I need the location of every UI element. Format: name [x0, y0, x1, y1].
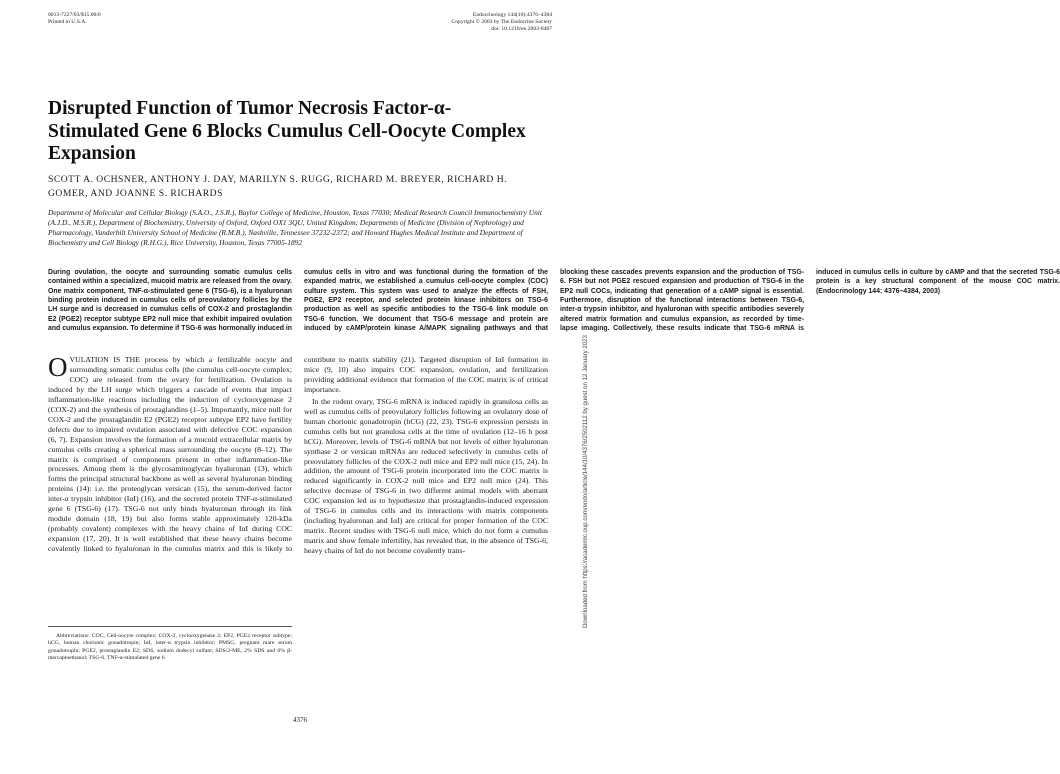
abbreviations-footnote: [48, 626, 292, 663]
intro-paragraph-1-text: VULATION IS THE process by which a fertilizable oocyte and surrounding somatic cumulus cells (the cumulus cell-oocyte complex; COC) are released from the ovary for fertilization. Ovulation is induced by the LH surge which triggers a cascade of events that impact inflammation-like reactions including the induction of cyclooxygenase 2 (COX-2) and the synthesis of prostaglandins (1–5). Importantly, mice null for COX-2 and the prostaglandin E2 (PGE2) receptor subtype EP2 have fertility defects due to impaired ovulation associated with defective COC expansion (6, 7). Expansion involves the formation of a mucoid extracellular matrix by cumulus cells creating a spherical mass surrounding the oocyte (8–12). The matrix is comprised of components present in other inflammation-like processes. Among them is the glycosaminoglycan hyaluronan (13), which forms the principal structural backbone as well as several hyaluronan binding proteins (14): i.e. the proteoglycan versican (15), the serum-derived factor inter-α trypsin inhibitor (IαI) (16), and the secreted protein TNF-α-stimulated gene 6 (TSG-6) (17). TSG-6 not only binds hyaluronan through its link module domain (18, 19) but also forms stable approximately 120-kDa (probably covalent) complexes with the heavy chains of IαI during COC expansion (17, 20). It is well established that these heavy chains become covalently linked to hyaluronan in the cumulus matrix and this is likely to contribute to matrix stability (21). Targeted disruption of IαI formation in mice (9, 10) also impairs COC expansion, ovulation, and fertilization providing additional evidence that formation of the COC matrix is of critical importance.: [48, 355, 548, 554]
doi-line: doi: 10.1210/en.2003-0487: [491, 26, 552, 32]
issn-line: 0013-7227/03/$15.00/0: [48, 12, 101, 18]
author-list: SCOTT A. OCHSNER, ANTHONY J. DAY, MARILYN S. RUGG, RICHARD M. BREYER, RICHARD H. GOMER, AND JOANNE S. RICHARDS: [48, 174, 508, 199]
footnote-text: Abbreviations: COC, Cell-oocyte complex; COX-2, cyclooxygenase 2; EP2, PGE2 receptor subtype; hCG, human chorionic gonadotropin; IαI, inter-α trypsin inhibitor; PMSG, pregnant mare serum gonadotropin; PGE2, prostaglandin E2; SDS, sodium dodecyl sulfate; SDS/2-ME, 2% SDS and 6% β-mercaptoethanol; TSG-6, TNF-α-stimulated gene 6.: [48, 633, 292, 662]
affiliations: Department of Molecular and Cellular Biology (S.A.O., J.S.R.), Baylor College of Medicine, Houston, Texas 77030; Medical Research Council Immunochemistry Unit (A.J.D., M.S.R.), Department of Biochemistry, University of Oxford, Oxford OX1 3QU, United Kingdom; Departments of Medicine (Division of Nephrology) and Pharmacology, Vanderbilt University School of Medicine (R.M.B.), Nashville, Tennessee 37232-2372; and Howard Hughes Medical Institute and Department of Biochemistry and Cell Biology (R.H.G.), Rice University, Houston, Texas 77005-1892: [48, 208, 542, 247]
journal-header-right: [452, 12, 552, 33]
abstract: During ovulation, the oocyte and surrounding somatic cumulus cells contained within a specialized, mucoid matrix are released from the ovary. One matrix component, TNF-α-stimulated gene 6 (TSG-6), is a hyaluronan binding protein induced in cumulus cells of preovulatory follicles by the LH surge and is decreased in cumulus cells of COX-2 and prostaglandin E2 (PGE2) receptor subtype EP2 null mice that exhibit impaired ovulation and cumulus expansion. To determine if TSG-6 was hormonally induced in cumulus cells in vitro and was functional during the formation of the expanded matrix, we established a cumulus cell-oocyte complex (COC) culture system. This system was used to analyze the effects of FSH, PGE2, EP2 receptor, and selected protein kinase inhibitors on TSG-6 production as well as specific antibodies to the TSG-6 link module on TSG-6 function. We document that TSG-6 message and protein are induced by cAMP/protein kinase A/MAPK signaling pathways and that blocking these cascades prevents expansion and the production of TSG-6. FSH but not PGE2 rescued expansion and production of TSG-6 in the EP2 null COCs, indicating that generation of a cAMP signal is essential. Furthermore, disruption of the functional interactions between TSG-6, inter-α trypsin inhibitor, and hyaluronan with specific antibodies severely altered matrix formation and cumulus expansion, as recorded by time-lapse imaging. Collectively, these results indicate that TSG-6 mRNA is induced in cumulus cells in culture by cAMP and that the secreted TSG-6 protein is a key structural component of the mouse COC matrix. (Endocrinology 144: 4376–4384, 2003): [48, 269, 1060, 333]
article-title: Disrupted Function of Tumor Necrosis Factor-α-Stimulated Gene 6 Blocks Cumulus Cell-Oocyte Complex Expansion: [48, 98, 526, 164]
page-number: 4376: [293, 716, 307, 724]
journal-header-left: [48, 12, 101, 26]
download-notice: Downloaded from https://academic.oup.com/endo/article/144/10/4376/2502112 by guest on 12 January 2023: [582, 335, 589, 628]
download-sidebar: [560, 0, 600, 774]
intro-paragraph-2: In the rodent ovary, TSG-6 mRNA is induced rapidly in granulosa cells as well as cumulus cells of preovulatory follicles following an ovulatory dose of human chorionic gonadotropin (hCG) (22, 23). TSG-6 expression persists in cumulus cells but not granulosa cells at the time of ovulation (12–16 h post hCG). Moreover, levels of TSG-6 mRNA but not levels of either hyaluronan synthase 2 or versican mRNAs are reduced selectively in cumulus cells of preovulatory follicles of the COX-2 null mice and EP2 null mice (15, 24). In addition, the amount of TSG-6 protein incorporated into the COC matrix is reduced significantly in COX-2 null mice and EP2 null mice (24). This selective decrease of TSG-6 in two different animal models with aberrant COC expansion led us to hypothesize that prostaglandin-induced expression of TSG-6 in cumulus cells and its interactions with matrix components (including hyaluronan and IαI) are critical for proper formation of the COC matrix. Recent studies with TSG-6 null mice, which do not form a cumulus matrix and show female infertility, has revealed that, in the absence of TSG-6, heavy chains of IαI do not become covalently trans-: [304, 396, 548, 556]
copyright-line: Copyright © 2003 by The Endocrine Society: [451, 19, 552, 25]
citation-line: Endocrinology 144(10):4376–4384: [472, 12, 552, 18]
printed-line: Printed in U.S.A.: [48, 19, 87, 25]
drop-cap: O: [48, 352, 68, 382]
